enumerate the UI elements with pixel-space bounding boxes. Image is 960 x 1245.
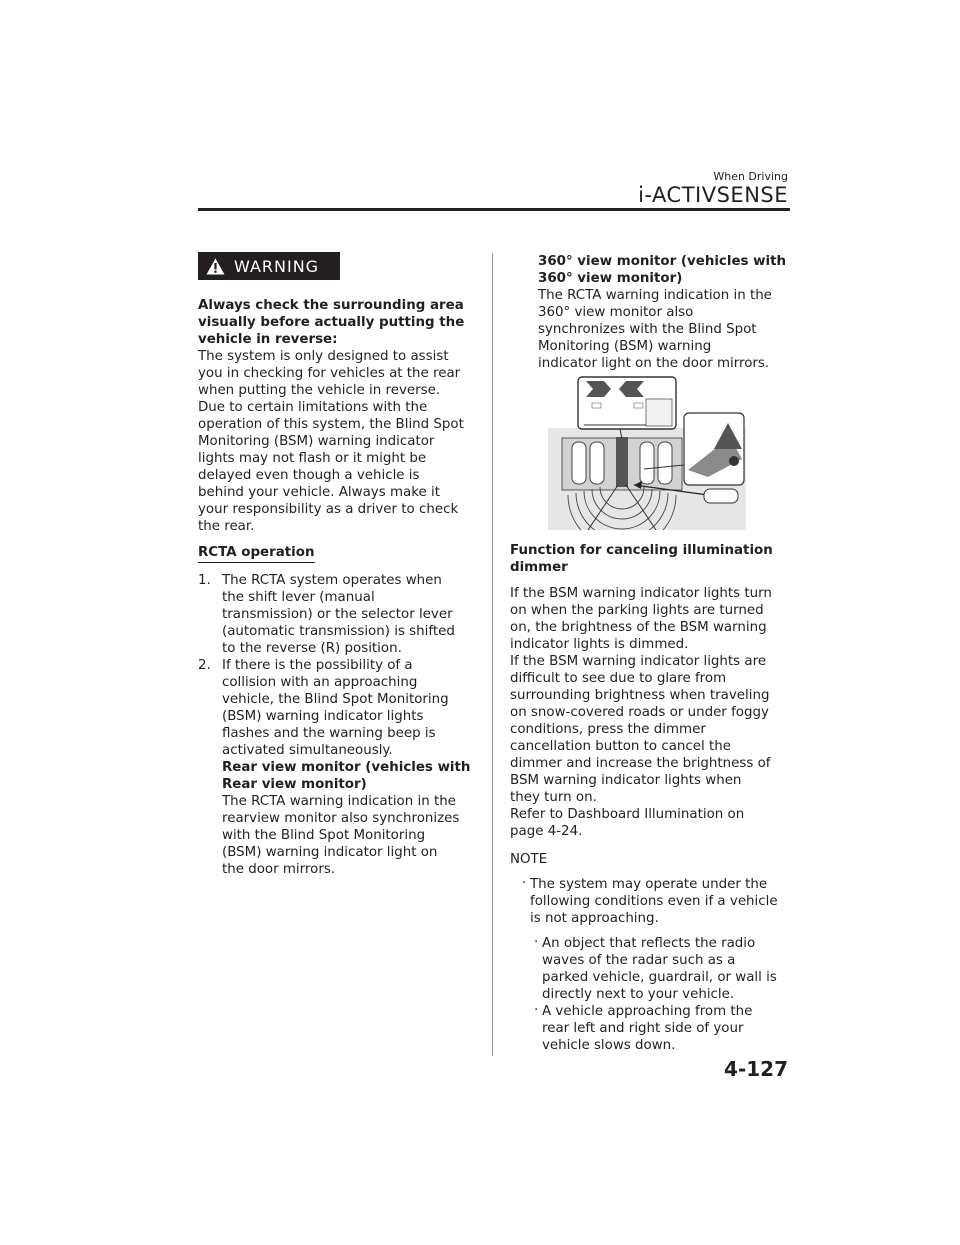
view360-heading: 360° view monitor) (538, 271, 683, 286)
bullet-dot: · (534, 1003, 539, 1018)
list-line: The RCTA warning indication in the (222, 794, 456, 809)
dimmer-heading: Function for canceling illumination (510, 543, 773, 558)
dimmer-line: conditions, press the dimmer (510, 722, 706, 737)
view360-line: synchronizes with the Blind Spot (538, 322, 757, 337)
warning-line: behind your vehicle. Always make it (198, 485, 440, 500)
dimmer-line: they turn on. (510, 790, 597, 805)
warning-badge (198, 252, 340, 280)
column-divider (492, 253, 493, 1056)
note-section (510, 851, 790, 1054)
rcta-heading-wrap (198, 544, 315, 563)
warning-line: lights may not flash or it might be (198, 451, 427, 466)
note-line: An object that reflects the radio (542, 936, 756, 951)
list-item (198, 657, 483, 878)
approaching-car-icon (704, 489, 738, 503)
note-line: rear left and right side of your (542, 1021, 744, 1036)
note-line: waves of the radar such as a (542, 953, 736, 968)
warning-line: The system is only designed to assist (198, 349, 449, 364)
dimmer-line: Refer to Dashboard Illumination on (510, 807, 745, 822)
warning-line: operation of this system, the Blind Spot (198, 417, 464, 432)
dimmer-line: difficult to see due to glare from (510, 671, 727, 686)
note-line: is not approaching. (530, 911, 659, 926)
list-line: vehicle, the Blind Spot Monitoring (222, 692, 449, 707)
list-line: (automatic transmission) is shifted (222, 624, 455, 639)
bullet-dot: · (534, 935, 539, 950)
dimmer-line: on snow-covered roads or under foggy (510, 705, 769, 720)
view360-line: Monitoring (BSM) warning (538, 339, 712, 354)
warning-line: Monitoring (BSM) warning indicator (198, 434, 435, 449)
note-line: vehicle slows down. (542, 1038, 676, 1053)
running-header-chapter: i-ACTIVSENSE (638, 183, 788, 207)
own-vehicle (616, 437, 628, 487)
list-line: the door mirrors. (222, 862, 336, 877)
list-number: 2. (198, 658, 211, 673)
note-line: The system may operate under the (530, 877, 768, 892)
header-rule (198, 208, 790, 211)
warning-bold-lead: visually before actually putting the (198, 315, 465, 330)
note-sub-bullet (530, 1003, 790, 1054)
warning-body (198, 297, 483, 535)
rear-view-heading: Rear view monitor) (222, 777, 367, 792)
list-line: collision with an approaching (222, 675, 418, 690)
warning-line: the rear. (198, 519, 255, 534)
list-line: If there is the possibility of a (222, 658, 413, 673)
list-line: rearview monitor also synchronizes (222, 811, 460, 826)
list-line: activated simultaneously. (222, 743, 393, 758)
monitor-side-panel (646, 399, 672, 426)
list-line: The RCTA system operates when (222, 573, 442, 588)
list-line: with the Blind Spot Monitoring (222, 828, 426, 843)
note-label: NOTE (510, 852, 548, 867)
note-sub-bullet (530, 935, 790, 1003)
dimmer-line: surrounding brightness when traveling (510, 688, 770, 703)
list-line: to the reverse (R) position. (222, 641, 402, 656)
list-line: flashes and the warning beep is (222, 726, 436, 741)
list-item (198, 572, 483, 657)
list-line: the shift lever (manual (222, 590, 375, 605)
page-number: 4-127 (724, 1057, 788, 1081)
dimmer-line: dimmer and increase the brightness of (510, 756, 771, 771)
dimmer-line: on, the brightness of the BSM warning (510, 620, 767, 635)
dimmer-heading: dimmer (510, 560, 568, 575)
warning-bold-lead: vehicle in reverse: (198, 332, 338, 347)
warning-line: your responsibility as a driver to check (198, 502, 459, 517)
dimmer-line: If the BSM warning indicator lights are (510, 654, 767, 669)
note-line: following conditions even if a vehicle (530, 894, 778, 909)
view360-heading: 360° view monitor (vehicles with (538, 254, 787, 269)
view360-line: 360° view monitor also (538, 305, 694, 320)
view360-section (538, 253, 790, 372)
warning-bold-lead: Always check the surrounding area (198, 298, 464, 313)
dimmer-line: indicator lights is dimmed. (510, 637, 689, 652)
dimmer-line: on when the parking lights are turned (510, 603, 764, 618)
dimmer-line: page 4-24. (510, 824, 583, 839)
note-line: A vehicle approaching from the (542, 1004, 753, 1019)
dimmer-line: cancellation button to cancel the (510, 739, 731, 754)
running-header-section: When Driving (713, 170, 788, 183)
dimmer-section (510, 542, 790, 840)
note-line: directly next to your vehicle. (542, 987, 735, 1002)
bullet-dot: · (522, 876, 527, 891)
warning-line: when putting the vehicle in reverse. (198, 383, 441, 398)
note-line: parked vehicle, guardrail, or wall is (542, 970, 777, 985)
warning-line: Due to certain limitations with the (198, 400, 428, 415)
list-line: (BSM) warning indicator lights (222, 709, 424, 724)
warning-line: you in checking for vehicles at the rear (198, 366, 461, 381)
view360-line: The RCTA warning indication in the (538, 288, 772, 303)
rcta-list (198, 572, 483, 878)
rcta-illustration (548, 375, 746, 530)
dimmer-line: If the BSM warning indicator lights turn (510, 586, 772, 601)
dimmer-line: BSM warning indicator lights when (510, 773, 742, 788)
warning-label: WARNING (234, 256, 320, 276)
rcta-heading: RCTA operation (198, 544, 315, 563)
list-line: transmission) or the selector lever (222, 607, 453, 622)
rear-view-heading: Rear view monitor (vehicles with (222, 760, 471, 775)
warning-line: delayed even though a vehicle is (198, 468, 420, 483)
warning-triangle-icon (206, 258, 225, 275)
view360-line: indicator light on the door mirrors. (538, 356, 770, 371)
list-number: 1. (198, 573, 211, 588)
bsm-light-icon (729, 456, 739, 466)
note-bullet (518, 876, 790, 927)
list-line: (BSM) warning indicator light on (222, 845, 438, 860)
